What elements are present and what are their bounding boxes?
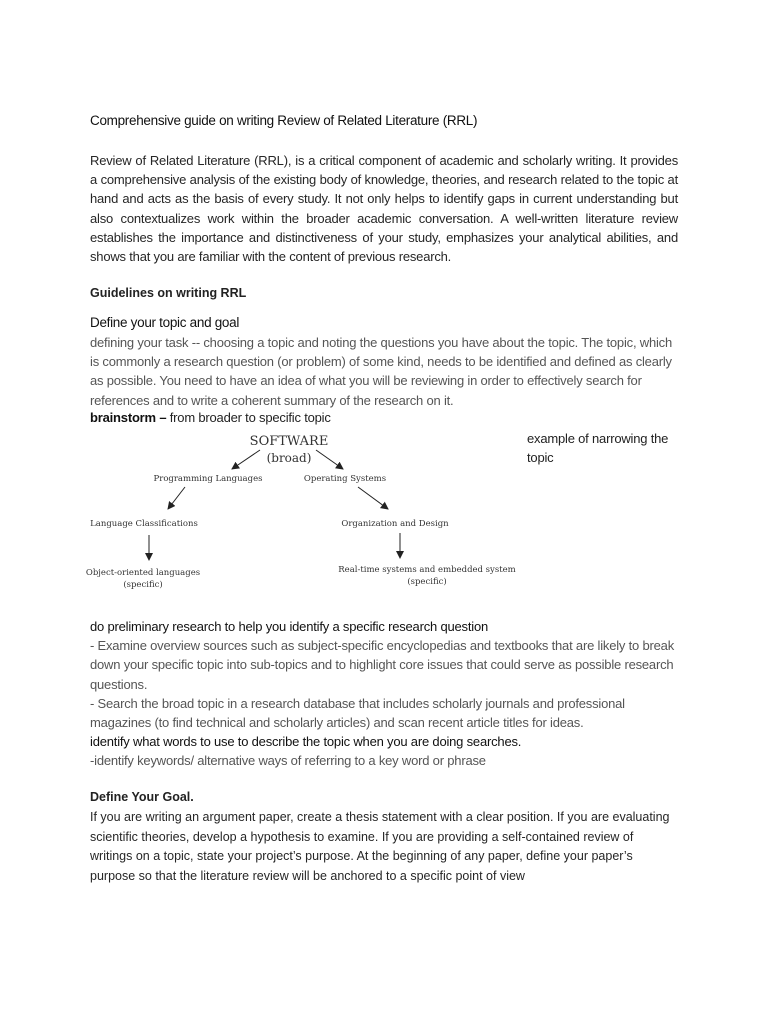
preliminary-research-section [90, 617, 678, 771]
diagram-root: SOFTWARE [249, 434, 329, 449]
define-topic-heading: Define your topic and goal [90, 315, 240, 330]
define-topic-body: defining your task -- choosing a topic and noting the questions you have about the topic. The topic, which is commonly a research question (or problem) of some kind, needs to be identified and defined as clearly as possible. You need to have an idea of what you will be reviewing in order to effectively search for references and to write a coherent summary of the research on it. [90, 335, 672, 408]
diagram-right-leaf-sub: (specific) [407, 577, 447, 587]
intro-paragraph: Review of Related Literature (RRL), is a critical component of academic and scholarly writing. It provides a comprehensive analysis of the existing body of knowledge, theories, and research related to the topic at hand and acts as the basis of every study. It not only helps to identify gaps in current understanding but also contextualizes work within the broader academic conversation. A well-written literature review establishes the importance and distinctiveness of your study, emphasizes your analytical abilities, and shows that you are familiar with the content of previous research. [90, 153, 678, 265]
topic-narrowing-diagram [80, 425, 530, 600]
brainstorm-line [90, 410, 331, 425]
arrow-root-right [316, 450, 343, 469]
preliminary-bullet-2: - Search the broad topic in a research database that includes scholarly journals and professional magazines (to find technical and scholarly articles) and scan recent article titles for ideas. [90, 695, 625, 731]
arrow-root-left [232, 450, 260, 469]
keywords-heading: identify what words to use to describe the topic when you are doing searches. [90, 734, 522, 750]
brainstorm-text: from broader to specific topic [166, 410, 331, 425]
brainstorm-label: brainstorm – [90, 410, 167, 425]
diagram-left-leaf: Object-oriented languages [85, 568, 201, 578]
define-goal-heading: Define Your Goal. [90, 790, 194, 804]
page-title: Comprehensive guide on writing Review of Related Literature (RRL) [90, 113, 478, 128]
diagram-right-leaf: Real-time systems and embedded system [338, 565, 516, 575]
diagram-right-child: Operating Systems [303, 474, 387, 484]
diagram-left-leaf-sub: (specific) [123, 580, 163, 590]
preliminary-bullet-1: - Examine overview sources such as subject-specific encyclopedias and textbooks that are likely to break down your specific topic into sub-topics and to highlight core issues that could serve as possible research questions. [90, 638, 674, 692]
diagram-right-grandchild: Organization and Design [341, 519, 449, 529]
arrow-right-child [358, 487, 388, 509]
preliminary-heading: do preliminary research to help you identify a specific research question [90, 619, 489, 634]
arrow-left-child [168, 487, 185, 509]
example-note: example of narrowing the topic [527, 431, 669, 465]
keywords-text: -identify keywords/ alternative ways of referring to a key word or phrase [90, 753, 486, 769]
guidelines-heading: Guidelines on writing RRL [90, 286, 247, 300]
diagram-root-sub: (broad) [266, 451, 312, 465]
define-goal-body: If you are writing an argument paper, create a thesis statement with a clear position. If you are evaluating scientific theories, develop a hypothesis to examine. If you are providing a self-contained review of writings on a topic, state your project’s purpose. At the beginning of any paper, define your paper’s purpose so that the literature review will be anchored to a specific point of view [90, 810, 670, 883]
diagram-left-child: Programming Languages [153, 474, 263, 484]
diagram-left-grandchild: Language Classifications [90, 519, 198, 529]
